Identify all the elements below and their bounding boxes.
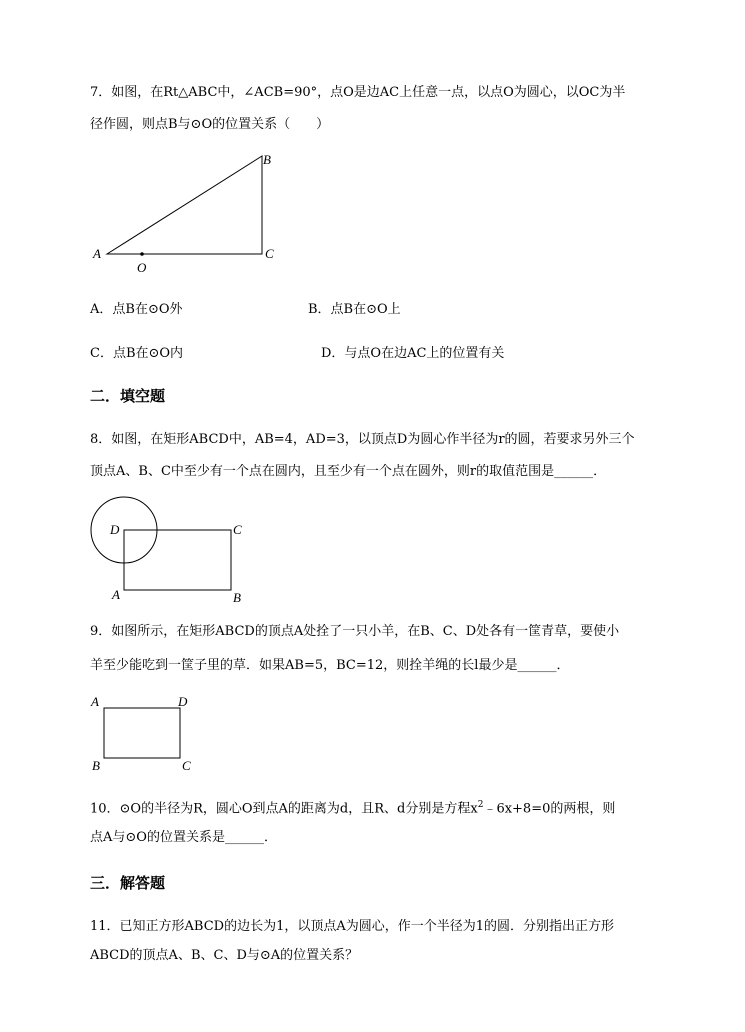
q10-text-post: ﹣6x+8=0的两根，则 (483, 801, 616, 817)
q7-text-line1: 7．如图，在Rt△ABC中，∠ACB=90°，点O是边AC上任意一点，以点O为圆心，以OC为半 (90, 85, 626, 100)
q7-option-d[interactable]: D．与点O在边AC上的位置有关 (321, 346, 505, 361)
section-solve-heading: 三．解答题 (90, 874, 166, 892)
label-b: B (92, 758, 100, 773)
q7-text-line2: 径作圆，则点B与⊙O的位置关系（ ） (90, 117, 330, 132)
label-a: A (93, 246, 101, 261)
q9-text-line1: 9．如图所示，在矩形ABCD的顶点A处拴了一只小羊，在B、C、D处各有一筐青草，要使小 (90, 624, 620, 639)
label-o: O (137, 260, 147, 275)
label-c: C (233, 522, 242, 537)
q10-text-pre: 10．⊙O的半径为R，圆心O到点A的距离为d，且R、d分别是方程x (90, 801, 478, 817)
label-c: C (182, 758, 191, 773)
q7-option-b[interactable]: B．点B在⊙O上 (308, 302, 401, 317)
label-b: B (233, 590, 241, 605)
label-d: D (110, 522, 120, 537)
q8-text-line2: 顶点A、B、C中至少有一个点在圆内，且至少有一个点在圆外，则r的取值范围是______． (90, 464, 607, 479)
q7-option-c[interactable]: C．点B在⊙O内 (90, 346, 184, 361)
section-fill-in-heading: 二．填空题 (90, 387, 166, 405)
q8-rectangle-circle-figure (85, 495, 265, 610)
q7-option-a[interactable]: A．点B在⊙O外 (90, 302, 183, 317)
label-c: C (265, 246, 274, 261)
triangle-abc (107, 156, 262, 254)
q9-text-line2: 羊至少能吃到一筐子里的草．如果AB=5，BC=12，则拴羊绳的长l最少是______． (90, 658, 570, 673)
rectangle-abcd (104, 708, 180, 758)
q10-text-line1 (90, 796, 615, 818)
point-o (140, 252, 144, 256)
label-b: B (263, 152, 271, 167)
label-a: A (112, 587, 120, 602)
label-a: A (91, 694, 99, 709)
q7-triangle-figure (85, 148, 285, 278)
q10-exponent: 2 (477, 800, 484, 810)
q11-text-line1: 11．已知正方形ABCD的边长为1，以顶点A为圆心，作一个半径为1的圆．分别指出正方形 (90, 919, 615, 934)
q8-text-line1: 8．如图，在矩形ABCD中，AB=4，AD=3，以顶点D为圆心作半径为r的圆，若要求另外三个 (90, 432, 635, 447)
label-d: D (178, 694, 188, 709)
q11-text-line2: ABCD的顶点A、B、C、D与⊙A的位置关系？ (90, 948, 359, 963)
q10-text-line2: 点A与⊙O的位置关系是______． (90, 830, 277, 845)
rectangle-abcd (124, 530, 231, 590)
q9-rectangle-figure (85, 690, 205, 775)
